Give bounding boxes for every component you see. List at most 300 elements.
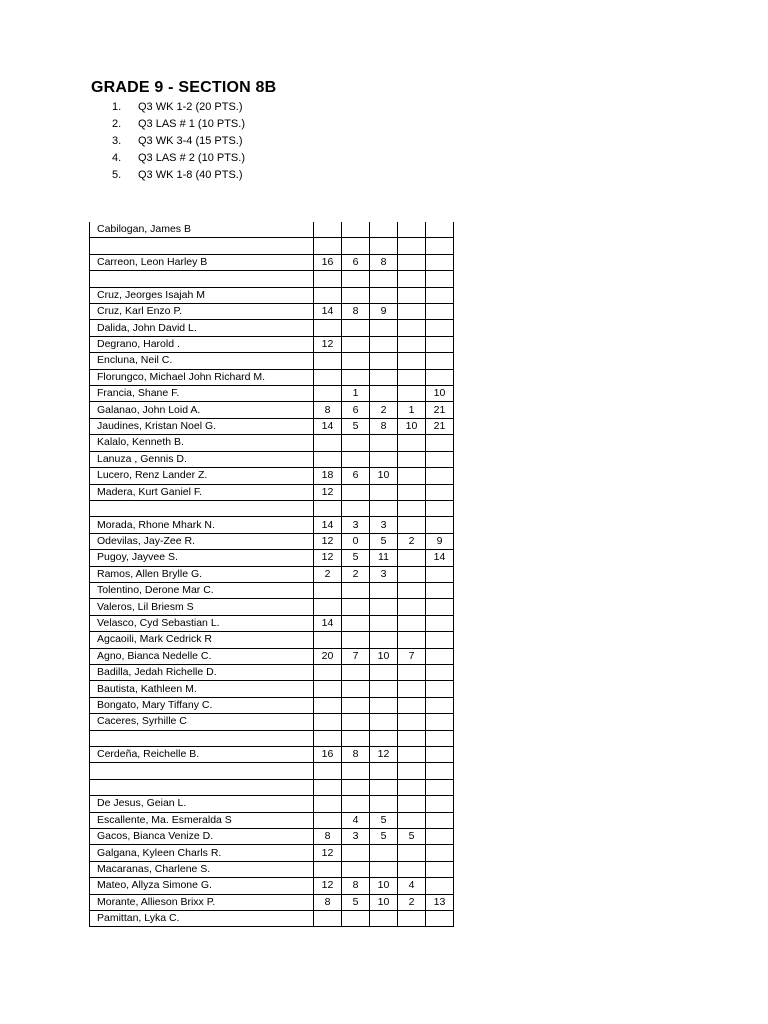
score-cell: 7 (342, 648, 370, 664)
score-cell (342, 451, 370, 467)
score-cell (342, 615, 370, 631)
table-row (90, 402, 454, 418)
score-cell (314, 500, 342, 516)
score-cell (426, 861, 454, 877)
score-cell (342, 271, 370, 287)
student-name-cell: Cabilogan, James B (90, 222, 314, 238)
score-cell (426, 714, 454, 730)
score-cell: 1 (398, 402, 426, 418)
score-cell (342, 845, 370, 861)
score-cell (426, 664, 454, 680)
score-cell: 16 (314, 747, 342, 763)
score-cell: 14 (314, 615, 342, 631)
score-cell (398, 238, 426, 254)
score-cell: 5 (398, 829, 426, 845)
score-cell: 5 (342, 550, 370, 566)
score-cell: 6 (342, 468, 370, 484)
score-cell (314, 451, 342, 467)
score-cell (426, 763, 454, 779)
score-cell (370, 615, 398, 631)
assessment-label: Q3 LAS # 1 (10 PTS.) (138, 118, 245, 130)
score-cell: 20 (314, 648, 342, 664)
score-cell (426, 796, 454, 812)
score-cell (342, 664, 370, 680)
score-cell (342, 779, 370, 795)
score-cell (370, 632, 398, 648)
score-cell (398, 484, 426, 500)
student-name-cell: Kalalo, Kenneth B. (90, 435, 314, 451)
assessment-number: 3. (112, 135, 122, 147)
assessment-label: Q3 WK 1-2 (20 PTS.) (138, 101, 243, 113)
table-row (90, 697, 454, 713)
score-cell (426, 271, 454, 287)
score-cell (370, 386, 398, 402)
student-name-cell: Pamittan, Lyka C. (90, 911, 314, 927)
score-cell: 8 (370, 254, 398, 270)
student-name-cell: Cerdeña, Reichelle B. (90, 747, 314, 763)
table-row (90, 418, 454, 434)
score-cell (314, 386, 342, 402)
score-cell (426, 451, 454, 467)
score-cell (314, 779, 342, 795)
score-cell: 3 (342, 517, 370, 533)
score-cell (342, 730, 370, 746)
score-cell (314, 714, 342, 730)
student-name-cell (90, 779, 314, 795)
score-cell (426, 353, 454, 369)
score-cell: 4 (342, 812, 370, 828)
score-cell: 18 (314, 468, 342, 484)
score-cell: 14 (314, 517, 342, 533)
table-row (90, 894, 454, 910)
assessment-number: 2. (112, 118, 122, 130)
score-cell: 12 (370, 747, 398, 763)
table-row (90, 812, 454, 828)
score-cell: 10 (370, 878, 398, 894)
score-cell: 12 (314, 336, 342, 352)
score-cell: 16 (314, 254, 342, 270)
score-cell: 21 (426, 402, 454, 418)
score-cell (342, 714, 370, 730)
table-row (90, 796, 454, 812)
table-row (90, 320, 454, 336)
table-row (90, 550, 454, 566)
score-cell: 12 (314, 878, 342, 894)
student-name-cell: Francia, Shane F. (90, 386, 314, 402)
table-row (90, 369, 454, 385)
score-cell: 7 (398, 648, 426, 664)
table-row (90, 730, 454, 746)
score-cell (370, 582, 398, 598)
score-cell: 8 (314, 829, 342, 845)
score-cell (342, 632, 370, 648)
score-cell (426, 632, 454, 648)
score-cell (370, 779, 398, 795)
score-cell (370, 599, 398, 615)
score-cell (342, 435, 370, 451)
score-cell (370, 287, 398, 303)
score-cell (314, 353, 342, 369)
score-cell: 0 (342, 533, 370, 549)
student-name-cell: Lucero, Renz Lander Z. (90, 468, 314, 484)
score-cell: 10 (398, 418, 426, 434)
table-row (90, 861, 454, 877)
score-cell: 21 (426, 418, 454, 434)
score-cell: 2 (342, 566, 370, 582)
assessment-number: 5. (112, 169, 122, 181)
table-row (90, 222, 454, 238)
score-cell (398, 566, 426, 582)
score-cell: 5 (370, 812, 398, 828)
table-row (90, 517, 454, 533)
score-cell (426, 681, 454, 697)
score-cell (398, 615, 426, 631)
table-row (90, 648, 454, 664)
score-cell (398, 664, 426, 680)
score-cell (398, 763, 426, 779)
student-name-cell (90, 238, 314, 254)
score-cell: 12 (314, 845, 342, 861)
student-name-cell: Bongato, Mary Tiffany C. (90, 697, 314, 713)
score-cell: 9 (370, 304, 398, 320)
score-cell (370, 238, 398, 254)
score-cell (398, 468, 426, 484)
student-name-cell: Tolentino, Derone Mar C. (90, 582, 314, 598)
score-cell: 14 (314, 418, 342, 434)
score-cell (398, 730, 426, 746)
score-cell (342, 369, 370, 385)
table-row (90, 845, 454, 861)
score-cell (426, 648, 454, 664)
score-cell (426, 336, 454, 352)
score-cell: 5 (342, 418, 370, 434)
score-cell (398, 271, 426, 287)
score-cell (370, 664, 398, 680)
score-cell (398, 353, 426, 369)
score-cell (426, 911, 454, 927)
score-cell (370, 353, 398, 369)
score-cell (398, 369, 426, 385)
score-cell (398, 336, 426, 352)
score-cell (342, 582, 370, 598)
score-cell: 14 (314, 304, 342, 320)
score-cell (426, 238, 454, 254)
score-cell (398, 435, 426, 451)
score-cell (398, 254, 426, 270)
score-cell (426, 599, 454, 615)
table-row (90, 353, 454, 369)
score-cell: 9 (426, 533, 454, 549)
score-cell (398, 386, 426, 402)
score-cell (370, 796, 398, 812)
score-cell (342, 238, 370, 254)
score-cell (314, 632, 342, 648)
student-name-cell: Gacos, Bianca Venize D. (90, 829, 314, 845)
grades-table (89, 222, 454, 927)
score-cell: 11 (370, 550, 398, 566)
score-cell (370, 500, 398, 516)
score-cell (370, 435, 398, 451)
score-cell (342, 500, 370, 516)
student-name-cell: Madera, Kurt Ganiel F. (90, 484, 314, 500)
score-cell (370, 681, 398, 697)
table-row (90, 878, 454, 894)
table-row (90, 287, 454, 303)
table-row (90, 615, 454, 631)
student-name-cell: Pugoy, Jayvee S. (90, 550, 314, 566)
table-row (90, 271, 454, 287)
score-cell (370, 763, 398, 779)
table-row (90, 386, 454, 402)
student-name-cell: Cruz, Jeorges Isajah M (90, 287, 314, 303)
score-cell: 12 (314, 533, 342, 549)
table-row (90, 451, 454, 467)
score-cell (426, 878, 454, 894)
score-cell (426, 829, 454, 845)
score-cell (342, 287, 370, 303)
score-cell: 3 (370, 566, 398, 582)
student-name-cell: Florungco, Michael John Richard M. (90, 369, 314, 385)
student-name-cell: Morada, Rhone Mhark N. (90, 517, 314, 533)
student-name-cell: Bautista, Kathleen M. (90, 681, 314, 697)
score-cell (342, 681, 370, 697)
score-cell: 12 (314, 550, 342, 566)
student-name-cell: Odevilas, Jay-Zee R. (90, 533, 314, 549)
score-cell: 8 (342, 304, 370, 320)
score-cell: 6 (342, 254, 370, 270)
table-row (90, 336, 454, 352)
table-row (90, 681, 454, 697)
student-name-cell: Velasco, Cyd Sebastian L. (90, 615, 314, 631)
score-cell (314, 287, 342, 303)
score-cell (342, 320, 370, 336)
score-cell: 3 (342, 829, 370, 845)
score-cell (342, 353, 370, 369)
score-cell (342, 599, 370, 615)
student-name-cell: Agno, Bianca Nedelle C. (90, 648, 314, 664)
score-cell (370, 484, 398, 500)
score-cell (314, 812, 342, 828)
score-cell (426, 222, 454, 238)
score-cell: 5 (370, 533, 398, 549)
score-cell (314, 320, 342, 336)
score-cell (342, 763, 370, 779)
score-cell (398, 582, 426, 598)
score-cell (314, 435, 342, 451)
score-cell (426, 484, 454, 500)
assessment-number: 4. (112, 152, 122, 164)
student-name-cell: Badilla, Jedah Richelle D. (90, 664, 314, 680)
score-cell (370, 320, 398, 336)
score-cell: 8 (314, 402, 342, 418)
score-cell: 5 (342, 894, 370, 910)
score-cell (426, 566, 454, 582)
score-cell: 5 (370, 829, 398, 845)
score-cell (370, 697, 398, 713)
assessment-label: Q3 WK 1-8 (40 PTS.) (138, 169, 243, 181)
score-cell (370, 222, 398, 238)
score-cell (314, 271, 342, 287)
score-cell: 8 (342, 878, 370, 894)
table-row (90, 304, 454, 320)
student-name-cell: Encluna, Neil C. (90, 353, 314, 369)
table-row (90, 566, 454, 582)
student-name-cell: Lanuza , Gennis D. (90, 451, 314, 467)
student-name-cell: Carreon, Leon Harley B (90, 254, 314, 270)
score-cell (398, 714, 426, 730)
score-cell (426, 517, 454, 533)
score-cell: 10 (426, 386, 454, 402)
score-cell: 13 (426, 894, 454, 910)
score-cell (398, 911, 426, 927)
table-row (90, 582, 454, 598)
score-cell: 2 (398, 533, 426, 549)
score-cell (398, 304, 426, 320)
score-cell (314, 599, 342, 615)
score-cell (370, 271, 398, 287)
score-cell (314, 796, 342, 812)
score-cell (398, 320, 426, 336)
score-cell (426, 500, 454, 516)
score-cell (314, 763, 342, 779)
score-cell (314, 664, 342, 680)
score-cell (426, 779, 454, 795)
score-cell (426, 582, 454, 598)
score-cell (370, 714, 398, 730)
score-cell: 2 (398, 894, 426, 910)
score-cell (426, 730, 454, 746)
student-name-cell: Escallente, Ma. Esmeralda S (90, 812, 314, 828)
score-cell (426, 304, 454, 320)
score-cell (398, 451, 426, 467)
table-row (90, 664, 454, 680)
score-cell (398, 845, 426, 861)
score-cell (342, 484, 370, 500)
score-cell: 2 (314, 566, 342, 582)
table-row (90, 632, 454, 648)
score-cell (426, 615, 454, 631)
table-row (90, 435, 454, 451)
score-cell (342, 336, 370, 352)
score-cell (370, 369, 398, 385)
table-row (90, 747, 454, 763)
student-name-cell: Agcaoili, Mark Cedrick R (90, 632, 314, 648)
score-cell (370, 861, 398, 877)
score-cell (370, 336, 398, 352)
score-cell (398, 500, 426, 516)
score-cell (426, 845, 454, 861)
score-cell (398, 517, 426, 533)
assessment-label: Q3 WK 3-4 (15 PTS.) (138, 135, 243, 147)
score-cell: 6 (342, 402, 370, 418)
table-row (90, 484, 454, 500)
score-cell: 1 (342, 386, 370, 402)
student-name-cell: Galanao, John Loid A. (90, 402, 314, 418)
score-cell (370, 730, 398, 746)
score-cell (370, 845, 398, 861)
score-cell (426, 320, 454, 336)
score-cell (398, 779, 426, 795)
table-row (90, 599, 454, 615)
score-cell (398, 632, 426, 648)
score-cell: 2 (370, 402, 398, 418)
score-cell (398, 861, 426, 877)
score-cell: 8 (342, 747, 370, 763)
student-name-cell (90, 271, 314, 287)
score-cell: 10 (370, 468, 398, 484)
score-cell (342, 222, 370, 238)
score-cell: 3 (370, 517, 398, 533)
score-cell (426, 468, 454, 484)
student-name-cell: Degrano, Harold . (90, 336, 314, 352)
score-cell (398, 747, 426, 763)
assessment-number: 1. (112, 101, 122, 113)
score-cell: 12 (314, 484, 342, 500)
score-cell (370, 911, 398, 927)
page-title: GRADE 9 - SECTION 8B (91, 79, 277, 96)
score-cell (398, 550, 426, 566)
score-cell (398, 697, 426, 713)
student-name-cell: Galgana, Kyleen Charls R. (90, 845, 314, 861)
table-row (90, 468, 454, 484)
score-cell (426, 435, 454, 451)
score-cell (398, 599, 426, 615)
score-cell (426, 697, 454, 713)
score-cell (426, 369, 454, 385)
score-cell (314, 861, 342, 877)
student-name-cell: Caceres, Syrhille C (90, 714, 314, 730)
score-cell (314, 369, 342, 385)
score-cell (398, 681, 426, 697)
student-name-cell: Dalida, John David L. (90, 320, 314, 336)
student-name-cell: Valeros, Lil Briesm S (90, 599, 314, 615)
student-name-cell: Mateo, Allyza Simone G. (90, 878, 314, 894)
student-name-cell: De Jesus, Geian L. (90, 796, 314, 812)
table-row (90, 763, 454, 779)
student-name-cell: Morante, Allieson Brixx P. (90, 894, 314, 910)
score-cell (426, 287, 454, 303)
table-row (90, 533, 454, 549)
student-name-cell: Cruz, Karl Enzo P. (90, 304, 314, 320)
score-cell: 10 (370, 648, 398, 664)
student-name-cell (90, 500, 314, 516)
score-cell (426, 812, 454, 828)
student-name-cell: Macaranas, Charlene S. (90, 861, 314, 877)
score-cell (314, 911, 342, 927)
table-row (90, 238, 454, 254)
score-cell (314, 730, 342, 746)
score-cell (370, 451, 398, 467)
student-name-cell: Ramos, Allen Brylle G. (90, 566, 314, 582)
score-cell (342, 796, 370, 812)
score-cell: 8 (314, 894, 342, 910)
table-row (90, 714, 454, 730)
score-cell (398, 287, 426, 303)
score-cell: 8 (370, 418, 398, 434)
score-cell (342, 697, 370, 713)
student-name-cell (90, 763, 314, 779)
score-cell (398, 812, 426, 828)
score-cell (314, 697, 342, 713)
assessment-label: Q3 LAS # 2 (10 PTS.) (138, 152, 245, 164)
table-row (90, 254, 454, 270)
score-cell: 10 (370, 894, 398, 910)
student-name-cell: Jaudines, Kristan Noel G. (90, 418, 314, 434)
score-cell (342, 861, 370, 877)
score-cell: 14 (426, 550, 454, 566)
table-row (90, 829, 454, 845)
score-cell: 4 (398, 878, 426, 894)
